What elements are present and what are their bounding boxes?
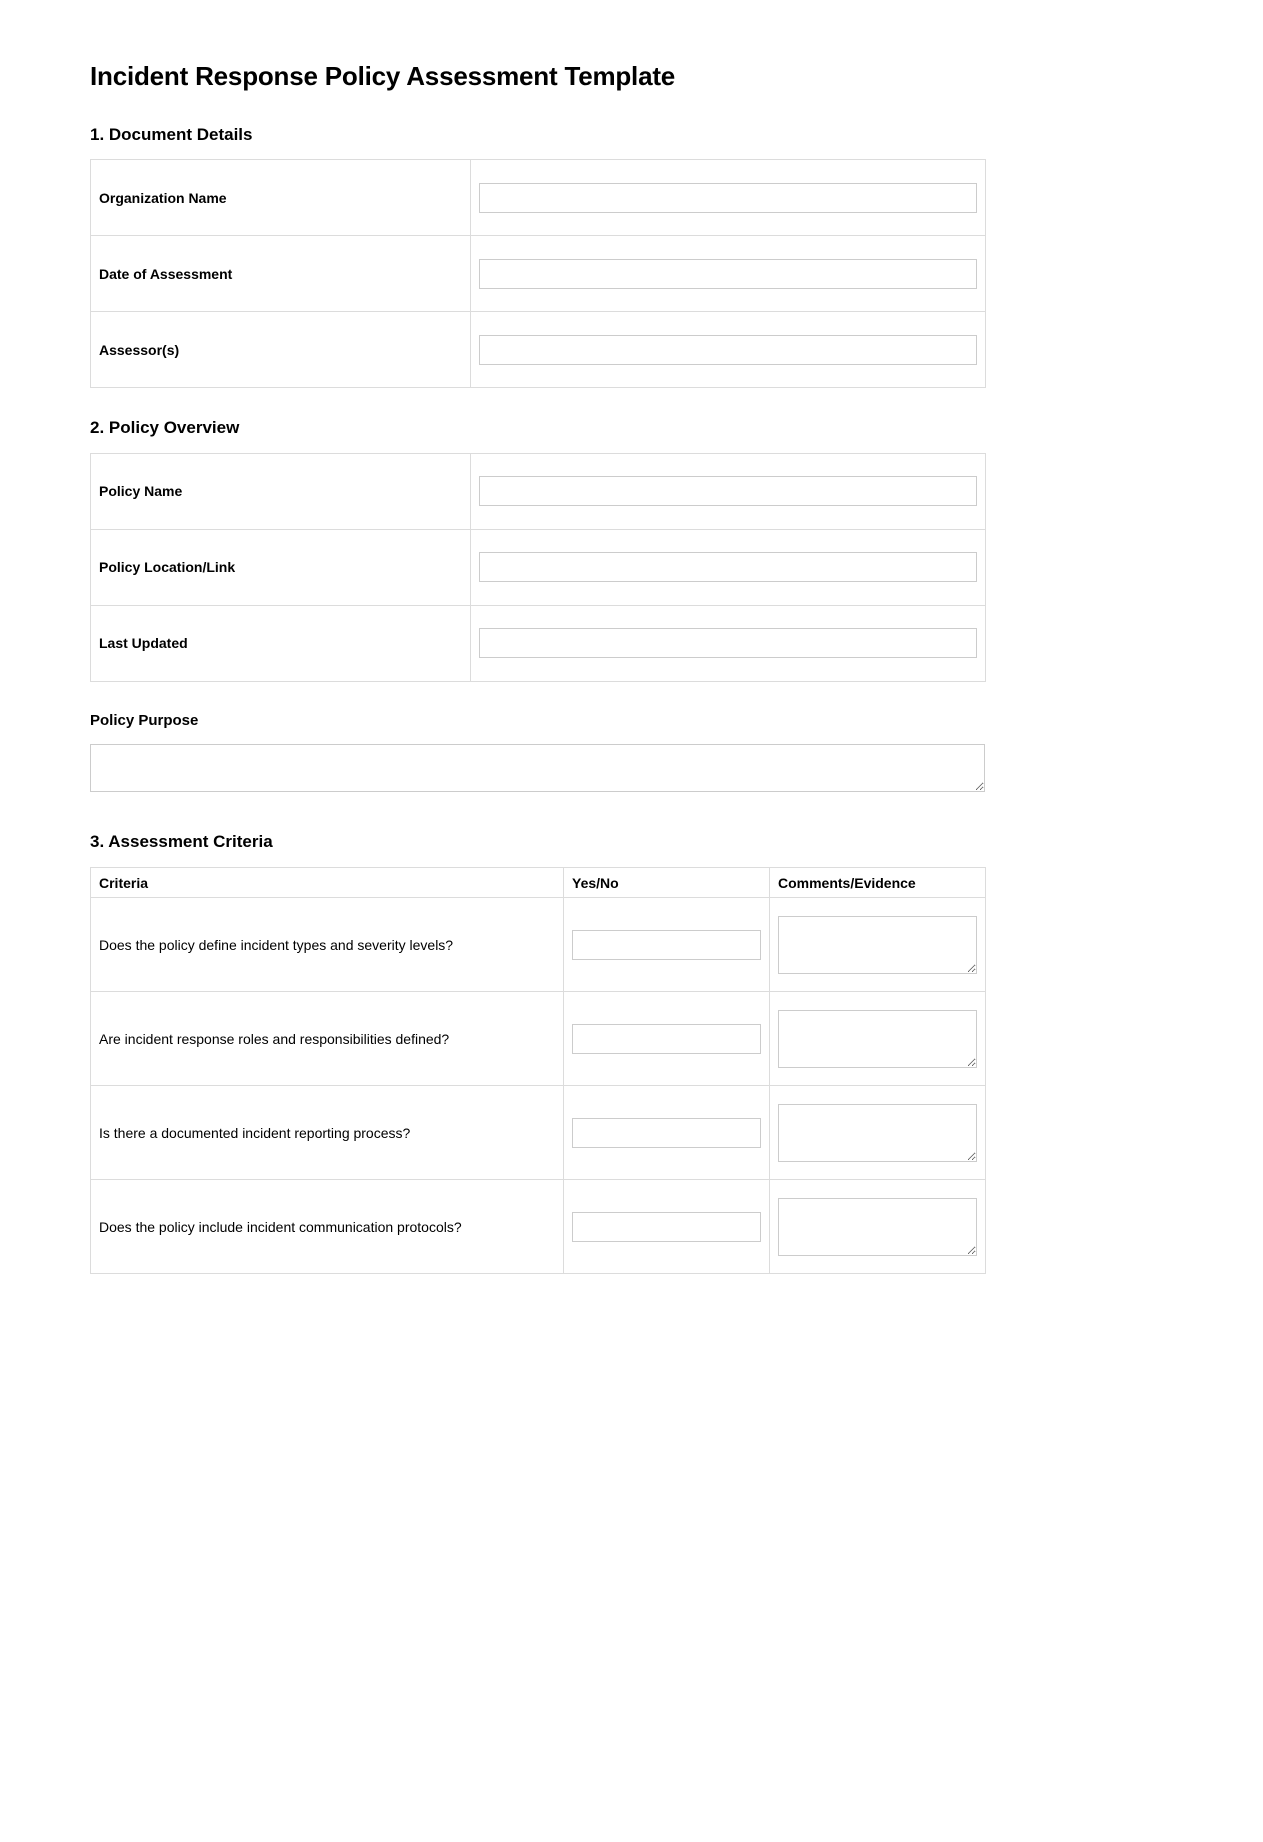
column-header-criteria: Criteria	[91, 868, 564, 898]
table-row	[91, 605, 986, 681]
policy-location-input[interactable]	[479, 552, 977, 582]
table-row	[91, 1180, 986, 1274]
table-row	[91, 453, 986, 529]
comments-textarea-2[interactable]	[778, 1010, 977, 1068]
policy-location-cell	[471, 529, 986, 605]
policy-purpose-label: Policy Purpose	[90, 711, 199, 729]
policy-name-input[interactable]	[479, 476, 977, 506]
date-of-assessment-input[interactable]	[479, 259, 977, 289]
policy-purpose-textarea[interactable]	[90, 744, 985, 792]
comments-cell-1	[770, 898, 986, 992]
criteria-question-4: Does the policy include incident communication protocols?	[91, 1180, 564, 1274]
table-row	[91, 312, 986, 388]
organization-name-label: Organization Name	[91, 160, 471, 236]
policy-overview-table	[90, 453, 986, 682]
criteria-question-1: Does the policy define incident types and severity levels?	[91, 898, 564, 992]
table-row	[91, 236, 986, 312]
table-row	[91, 160, 986, 236]
yesno-input-3[interactable]	[572, 1118, 761, 1148]
assessment-criteria-table	[90, 867, 986, 1274]
yesno-input-1[interactable]	[572, 930, 761, 960]
table-row	[91, 1086, 986, 1180]
policy-name-label: Policy Name	[91, 453, 471, 529]
last-updated-input[interactable]	[479, 628, 977, 658]
assessors-label: Assessor(s)	[91, 312, 471, 388]
policy-name-cell	[471, 453, 986, 529]
section-heading-policy-overview: 2. Policy Overview	[90, 418, 240, 438]
organization-name-cell	[471, 160, 986, 236]
comments-textarea-4[interactable]	[778, 1198, 977, 1256]
table-header-row	[91, 868, 986, 898]
column-header-comments-evidence: Comments/Evidence	[770, 868, 986, 898]
assessors-input[interactable]	[479, 335, 977, 365]
comments-cell-3	[770, 1086, 986, 1180]
column-header-yes-no: Yes/No	[564, 868, 770, 898]
assessors-cell	[471, 312, 986, 388]
comments-textarea-3[interactable]	[778, 1104, 977, 1162]
comments-cell-4	[770, 1180, 986, 1274]
criteria-question-3: Is there a documented incident reporting process?	[91, 1086, 564, 1180]
table-row	[91, 992, 986, 1086]
yesno-input-2[interactable]	[572, 1024, 761, 1054]
yesno-cell-1	[564, 898, 770, 992]
page-title: Incident Response Policy Assessment Template	[90, 61, 676, 91]
last-updated-cell	[471, 605, 986, 681]
table-row	[91, 898, 986, 992]
criteria-question-2: Are incident response roles and responsibilities defined?	[91, 992, 564, 1086]
table-row	[91, 529, 986, 605]
yesno-cell-3	[564, 1086, 770, 1180]
document-details-table	[90, 159, 986, 388]
comments-textarea-1[interactable]	[778, 916, 977, 974]
yesno-cell-4	[564, 1180, 770, 1274]
section-heading-document-details: 1. Document Details	[90, 124, 253, 144]
yesno-cell-2	[564, 992, 770, 1086]
section-heading-assessment-criteria: 3. Assessment Criteria	[90, 831, 273, 851]
comments-cell-2	[770, 992, 986, 1086]
policy-location-label: Policy Location/Link	[91, 529, 471, 605]
organization-name-input[interactable]	[479, 183, 977, 213]
date-of-assessment-cell	[471, 236, 986, 312]
last-updated-label: Last Updated	[91, 605, 471, 681]
yesno-input-4[interactable]	[572, 1212, 761, 1242]
date-of-assessment-label: Date of Assessment	[91, 236, 471, 312]
